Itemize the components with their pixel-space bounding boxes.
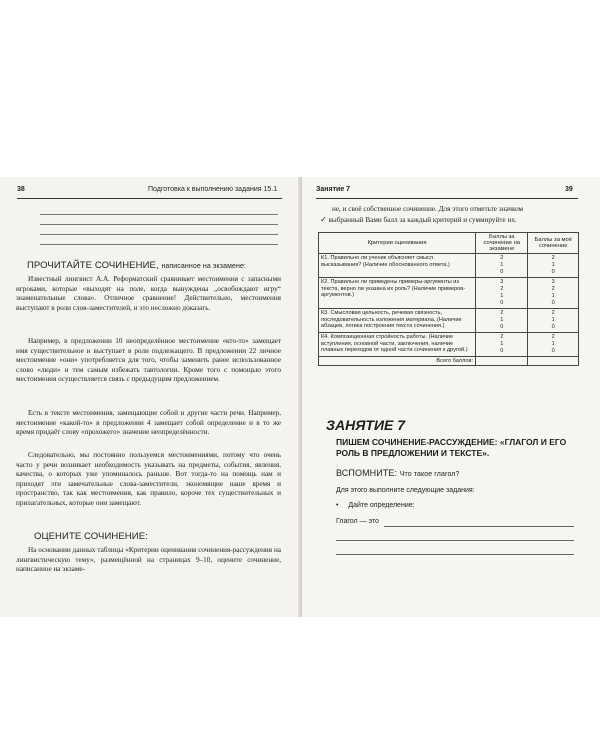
criteria-row [319,278,579,309]
answer-line[interactable] [336,540,574,541]
criterion-text: К1. Правильно ли ученик объясняет смысл высказывания? (Наличие обоснованного ответа.) [319,254,476,278]
essay-paragraph-1: Известный лингвист А.А. Реформатский сравнивает местоимения с запасными игроками, которые «выходят на поле, когда вынуждены „освобождают игру“ знаменательные слова». Отличное сравнение! Действительно, местоимения выступают в роли слов-заместителей, и это несложно доказать. [16,275,281,312]
criteria-row [319,333,579,357]
essay-paragraph-3: Есть в тексте местоимения, замещающие собой и другие части речи. Например, местоимение «какой-то» в предложении 4 замещает собой определение и в то же время придаёт слову «прохожего» значение неопределённости. [16,409,281,437]
my-score-options[interactable]: 2 1 0 [528,333,579,357]
left-running-title: Подготовка к выполнению задания 15.1 [148,186,278,193]
read-title-sub: написанное на экзамене: [161,263,246,270]
criterion-text: К4. Композиционная стройность работы. (Наличие вступления, основной части, заключения, наличие плавных переходов от одной части сочинения к другой.) [319,333,476,357]
right-page [302,177,600,617]
my-score-options[interactable]: 2 1 0 [528,254,579,278]
right-running-title: Занятие 7 [316,186,351,193]
bullet-icon: • [336,502,339,509]
total-my-cell[interactable] [528,357,579,366]
total-exam-cell[interactable] [476,357,528,366]
header-my-score: Баллы за моё сочинение [528,233,579,254]
exam-score-options[interactable]: 2 1 0 [476,254,528,278]
total-label: Всего баллов: [319,357,476,366]
remember-label: ВСПОМНИТЕ: [336,468,398,478]
read-title: ПРОЧИТАЙТЕ СОЧИНЕНИЕ, [27,260,159,271]
answer-line[interactable] [384,526,574,527]
criteria-header-row [319,233,579,254]
lesson-title: ЗАНЯТИЕ 7 [326,417,406,433]
criterion-text: К3. Смысловая цельность, речевая связность, последовательность изложения материала. (Наличие абзацев, логика построения текста сочинения.) [319,309,476,333]
my-score-options[interactable]: 2 1 0 [528,309,579,333]
evaluate-paragraph: На основании данных таблицы «Критерии оценивания сочинения-рассуждения на лингвистическую тему», размещённой на страницах 9–10, оцените сочинение, написанное на экзаме- [16,546,281,574]
right-page-number: 39 [565,186,573,193]
criterion-text: К2. Правильно ли приведены примеры-аргументы из текста, верно ли указана их роль? (Наличие примеров-аргументов.) [319,278,476,309]
essay-paragraph-2: Например, в предложении 10 неопределённое местоимение «кто-то» замещает имя существительное и выступает в роли подлежащего. В предложении 22 личное местоимение «они» употребляется для того, чтобы заменить ранее использованное слово «люди» и тем самым избежать тавтологии. Кроме того с помощью этого местоимения осуществляется связь с предыдущим предложением. [16,337,281,384]
exam-score-options[interactable]: 3 2 1 0 [476,278,528,309]
read-essay-heading [27,260,246,271]
remember-question: Что такое глагол? [399,471,460,478]
essay-paragraph-4: Следовательно, мы постоянно пользуемся местоимениями, потому что очень часто у речи возникает необходимость указывать на предметы, события, явления, качества, о которых уже упоминалось раньше. Вот тогда-то на помощь нам и приходят эти замечательные слова-заместители, экономящие наше время и пространство, так как местоимения, как правило, короче тех существительных и прилагательных, которые они замещают. [16,451,281,507]
definition-task [336,502,415,509]
give-definition-label: Дайте определение: [348,502,415,509]
left-page-number: 38 [17,186,25,193]
exam-score-options[interactable]: 2 1 0 [476,309,528,333]
exam-score-options[interactable]: 2 1 0 [476,333,528,357]
criteria-row [319,309,579,333]
lesson-topic: ПИШЕМ СОЧИНЕНИЕ-РАССУЖДЕНИЕ: «ГЛАГОЛ И ЕГО РОЛЬ В ПРЕДЛОЖЕНИИ И ТЕКСТЕ». [336,437,567,458]
answer-line[interactable] [336,554,574,555]
intro-line-2-row [320,215,582,224]
my-score-options[interactable]: 3 2 1 0 [528,278,579,309]
total-row [319,357,579,366]
task-intro: Для этого выполните следующие задания: [336,487,475,494]
remember-heading [336,468,459,478]
right-header-rule [316,198,578,199]
criteria-row [319,254,579,278]
criteria-table [318,232,579,366]
header-exam-score: Баллы за сочинение на экзамене [476,233,528,254]
left-page [0,177,300,617]
intro-line-1: не, и своё собственное сочинение. Для этого отметьте значком [332,205,524,213]
left-header-rule [17,198,282,199]
answer-lines [40,205,278,245]
check-mark-icon: ✓ [320,215,327,224]
book-spread [0,177,600,617]
intro-line-2: выбранный Вами балл за каждый критерий и суммируйте их. [328,216,517,224]
header-criteria: Критерии оценивания [319,233,476,254]
evaluate-heading: ОЦЕНИТЕ СОЧИНЕНИЕ: [34,531,148,542]
verb-is-label: Глагол — это [336,518,379,525]
